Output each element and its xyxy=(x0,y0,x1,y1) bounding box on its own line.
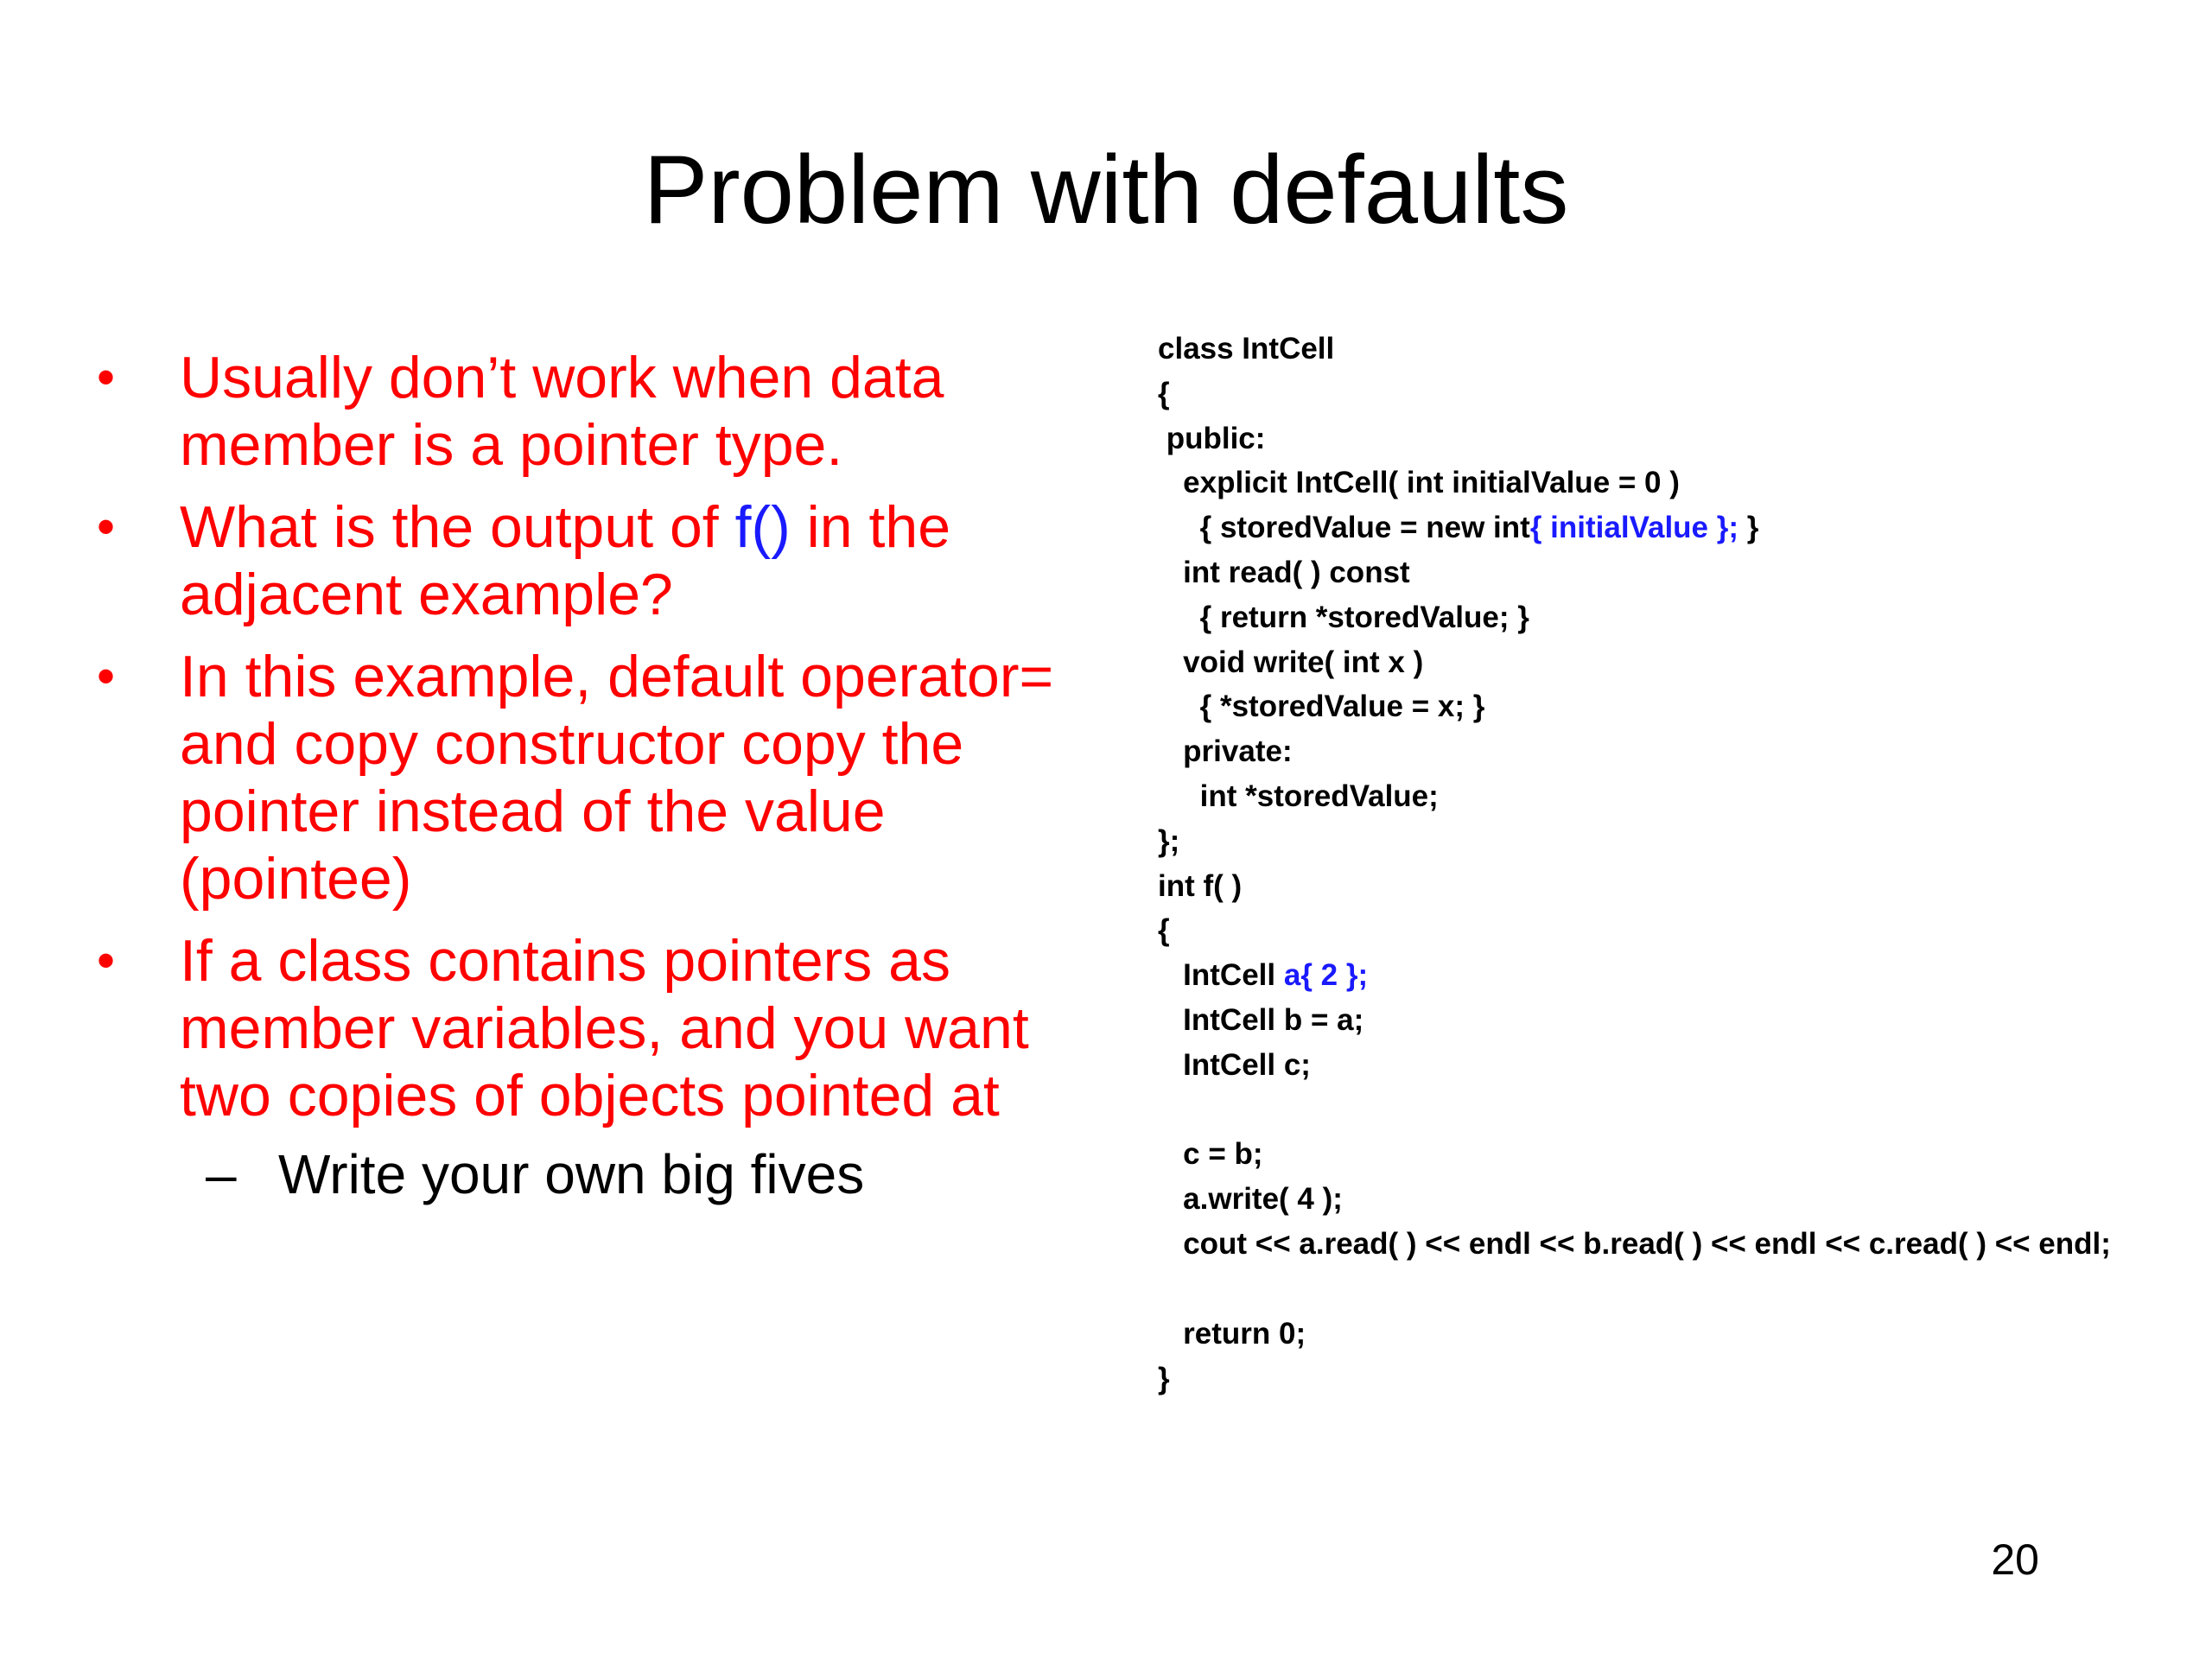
sub-bullet-item xyxy=(86,1141,1089,1208)
code-highlight: { initialValue }; xyxy=(1529,511,1739,545)
bullet-text-after: in the adjacent example? xyxy=(180,494,951,627)
bullet-item xyxy=(86,344,1089,479)
bullet-text xyxy=(180,494,950,627)
code-block xyxy=(1158,327,2177,1401)
bullet-text: Usually don’t work when data member is a pointer type. xyxy=(180,345,944,478)
code-segment: { storedValue = new int xyxy=(1158,511,1530,545)
code-line: IntCell b = a; xyxy=(1158,1002,1364,1037)
code-line: { xyxy=(1158,913,1170,948)
code-line xyxy=(1158,1088,2177,1133)
code-line: }; xyxy=(1158,823,1180,858)
sub-bullet-text: Write your own big fives xyxy=(278,1143,865,1205)
code-line: int f( ) xyxy=(1158,868,1243,903)
bullet-item xyxy=(86,927,1089,1129)
code-line xyxy=(1158,953,2177,998)
code-line xyxy=(1158,1267,2177,1312)
code-line: c = b; xyxy=(1158,1137,1263,1172)
code-line: void write( int x ) xyxy=(1158,645,1424,679)
bullet-marker: • xyxy=(97,647,116,705)
code-line xyxy=(1158,505,2177,550)
slide-title: Problem with defaults xyxy=(643,136,1569,244)
bullet-text: In this example, default operator= and copy constructor copy the pointer instead of the value (pointee) xyxy=(180,644,1054,912)
bullet-text: If a class contains pointers as member variables, and you want two copies of objects pointed at xyxy=(180,928,1029,1128)
function-name-highlight: f() xyxy=(734,494,791,560)
code-line: { *storedValue = x; } xyxy=(1158,690,1485,724)
bullet-text-before: What is the output of xyxy=(180,494,735,560)
bullet-item xyxy=(86,493,1089,628)
bullet-item xyxy=(86,643,1089,912)
code-line: int *storedValue; xyxy=(1158,779,1439,813)
code-line: cout << a.read( ) << endl << b.read( ) << endl << c.read( ) << endl; xyxy=(1158,1226,2111,1261)
bullet-marker: • xyxy=(97,498,116,556)
code-line: { return *storedValue; } xyxy=(1158,600,1529,634)
code-segment: IntCell xyxy=(1158,958,1284,993)
code-line: } xyxy=(1158,1361,1170,1395)
bullet-marker: • xyxy=(97,348,116,406)
code-line: int read( ) const xyxy=(1158,555,1410,589)
code-line: a.write( 4 ); xyxy=(1158,1182,1343,1217)
code-line: public: xyxy=(1158,421,1266,455)
code-line: private: xyxy=(1158,734,1293,769)
bullet-list xyxy=(86,344,1089,1208)
bullet-marker: • xyxy=(97,931,116,989)
sub-bullet-marker: – xyxy=(206,1143,237,1205)
code-line: { xyxy=(1158,376,1170,410)
code-line: class IntCell xyxy=(1158,332,1335,365)
code-highlight: a{ 2 }; xyxy=(1283,958,1369,993)
code-line: IntCell c; xyxy=(1158,1047,1311,1082)
page-number: 20 xyxy=(1991,1535,2039,1584)
code-line: explicit IntCell( int initialValue = 0 ) xyxy=(1158,466,1680,500)
code-segment: } xyxy=(1738,511,1759,545)
code-line: return 0; xyxy=(1158,1316,1306,1351)
